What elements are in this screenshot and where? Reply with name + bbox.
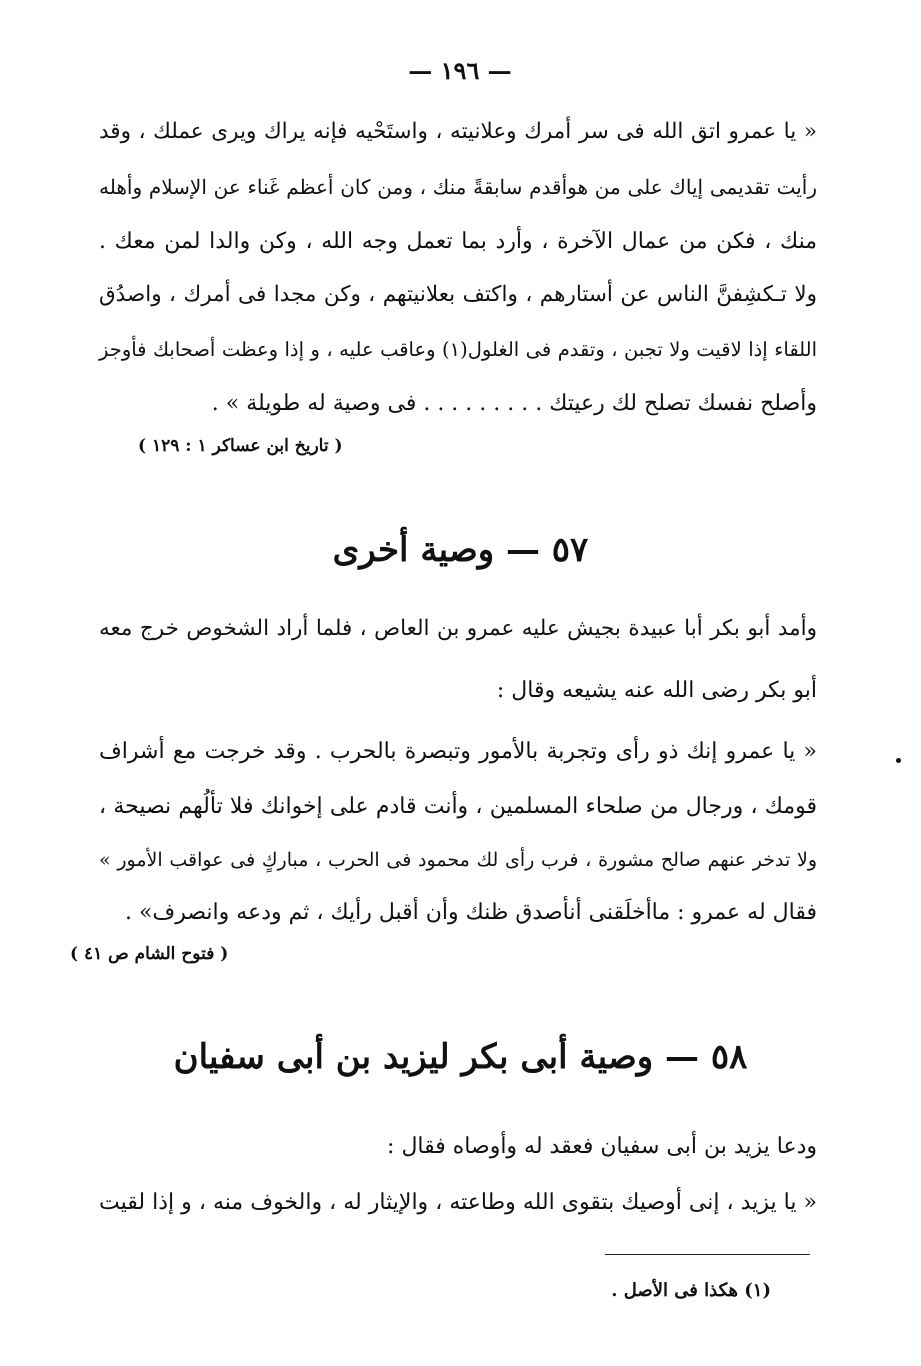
page-number: — ١٩٦ — xyxy=(408,56,512,85)
source-citation: ( تاريخ ابن عساكر ١ : ١٢٩ ) xyxy=(138,436,343,456)
text-line: وأصلح نفسك تصلح لك رعيتك . . . . . . . . . فى وصية له طويلة » . xyxy=(211,391,817,416)
text-line: ودعا يزيد بن أبى سفيان فعقد له وأوصاه فقال : xyxy=(387,1134,817,1159)
text-line: قومك ، ورجال من صلحاء المسلمين ، وأنت قادم على إخوانك فلا تألُهم نصيحة ، xyxy=(99,794,817,819)
text-line: « يا عمرو إنك ذو رأى وتجربة بالأمور وتبصرة بالحرب . وقد خرجت مع أشراف xyxy=(99,739,817,764)
section-heading: ٥٨ — وصية أبى بكر ليزيد بن أبى سفيان xyxy=(173,1037,748,1077)
text-line: أبو بكر رضى الله عنه يشيعه وقال : xyxy=(496,678,817,703)
footnote-divider xyxy=(605,1254,810,1255)
text-line: « يا يزيد ، إنى أوصيك بتقوى الله وطاعته ، والإيثار له ، والخوف منه ، و إذا لقيت xyxy=(99,1190,817,1215)
text-line: رأيت تقديمى إياك على من هوأقدم سابقةً منك ، ومن كان أعظم غَناء عن الإسلام وأهله xyxy=(99,175,817,199)
footnote: (١) هكذا فى الأصل . xyxy=(611,1280,771,1301)
text-line: ولا تدخر عنهم صالح مشورة ، فرب رأى لك محمود فى الحرب ، مباركٍ فى عواقب الأمور » xyxy=(99,849,817,871)
section-heading: ٥٧ — وصية أخرى xyxy=(332,530,589,570)
text-line: ولا تـكشِفنَّ الناس عن أستارهم ، واكتف بعلانيتهم ، وكن مجدا فى أمرك ، واصدُق xyxy=(99,282,817,307)
text-line: وأمد أبو بكر أبا عبيدة بجيش عليه عمرو بن العاص ، فلما أراد الشخوص خرج معه xyxy=(99,616,817,641)
text-line: منك ، فكن من عمال الآخرة ، وأرد بما تعمل وجه الله ، وكن والدا لمن معك . xyxy=(99,229,817,254)
text-line: اللقاء إذا لاقيت ولا تجبن ، وتقدم فى الغلول(١) وعاقب عليه ، و إذا وعظت أصحابك فأوجز xyxy=(99,338,817,361)
source-citation: ( فتوح الشام ص ٤١ ) xyxy=(70,944,229,964)
text-line: « يا عمرو اتق الله فى سر أمرك وعلانيته ، واستَحْيه فإنه يراك ويرى عملك ، وقد xyxy=(99,119,817,144)
text-line: فقال له عمرو : ماأخلَقنى أنأصدق ظنك وأن أقبل رأيك ، ثم ودعه وانصرف» . xyxy=(124,900,817,925)
margin-mark xyxy=(896,758,901,763)
